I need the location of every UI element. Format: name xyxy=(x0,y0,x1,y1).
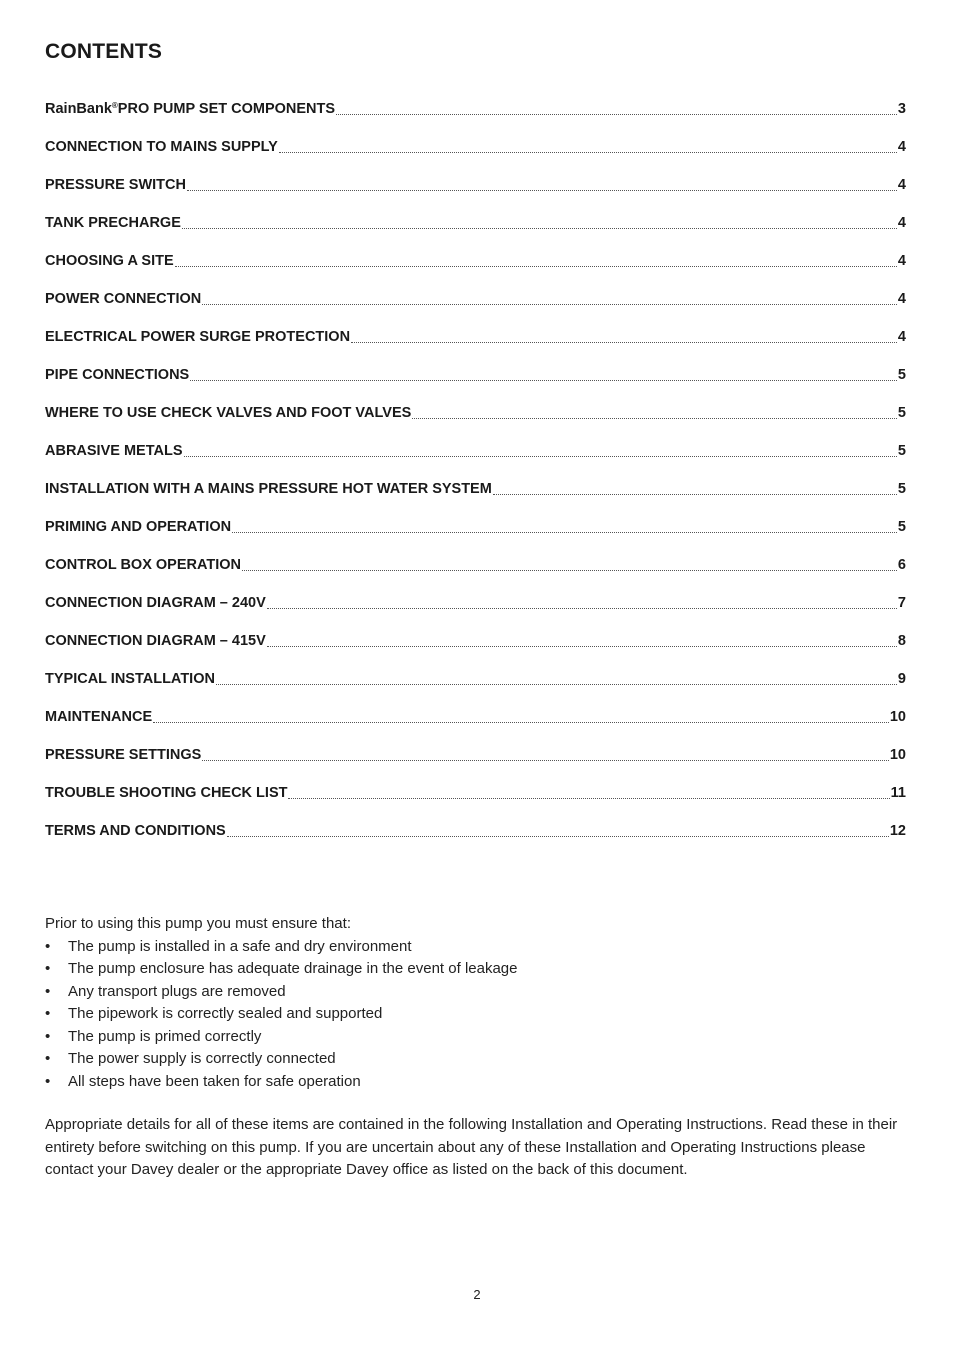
toc-dot-leader xyxy=(412,418,897,419)
toc-entry-title: RainBank®PRO PUMP SET COMPONENTS xyxy=(45,101,336,117)
list-item-text: The pump enclosure has adequate drainage in the event of leakage xyxy=(68,960,518,977)
toc-dot-leader xyxy=(153,722,889,723)
list-item xyxy=(45,1026,906,1049)
toc-entry[interactable] xyxy=(45,139,906,177)
toc-entry-page: 4 xyxy=(897,215,906,231)
toc-entry-title: ABRASIVE METALS xyxy=(45,443,183,459)
toc-dot-leader xyxy=(351,342,897,343)
list-item xyxy=(45,936,906,959)
toc-entry-title: WHERE TO USE CHECK VALVES AND FOOT VALVES xyxy=(45,405,412,421)
toc-entry-page: 12 xyxy=(889,823,906,839)
toc-entry-title: PIPE CONNECTIONS xyxy=(45,367,190,383)
checklist-intro: Prior to using this pump you must ensure that: xyxy=(45,915,351,932)
document-page xyxy=(45,0,906,1350)
list-item-text: The pipework is correctly sealed and supported xyxy=(68,1005,383,1022)
toc-entry[interactable] xyxy=(45,823,906,861)
toc-entry[interactable] xyxy=(45,291,906,329)
toc-dot-leader xyxy=(267,608,897,609)
toc-entry[interactable] xyxy=(45,101,906,139)
toc-entry-page: 5 xyxy=(897,405,906,421)
toc-entry[interactable] xyxy=(45,253,906,291)
toc-entry-page: 5 xyxy=(897,519,906,535)
toc-dot-leader xyxy=(227,836,889,837)
toc-entry[interactable] xyxy=(45,785,906,823)
list-item xyxy=(45,1003,906,1026)
toc-dot-leader xyxy=(279,152,897,153)
list-item xyxy=(45,1048,906,1071)
toc-entry-title: CHOOSING A SITE xyxy=(45,253,174,269)
closing-paragraph: Appropriate details for all of these items are contained in the following Installation and Operating Instructions. Read these in their entirety before switching on this pump. If you are uncertain about any of these Installation and Operating Instructions please contact your Davey dealer or the appropriate Davey office as listed on the back of this document. xyxy=(45,1116,898,1178)
toc-dot-leader xyxy=(232,532,897,533)
toc-dot-leader xyxy=(267,646,897,647)
page-title: CONTENTS xyxy=(45,40,163,63)
list-item xyxy=(45,981,906,1004)
toc-dot-leader xyxy=(493,494,897,495)
bullet-icon: • xyxy=(45,982,51,1000)
toc-entry-title: POWER CONNECTION xyxy=(45,291,202,307)
toc-entry[interactable] xyxy=(45,329,906,367)
bullet-icon: • xyxy=(45,937,51,955)
toc-entry[interactable] xyxy=(45,557,906,595)
toc-entry-page: 11 xyxy=(890,785,906,801)
toc-entry-title: CONNECTION DIAGRAM – 415V xyxy=(45,633,266,649)
toc-entry-page: 10 xyxy=(889,747,906,763)
toc-dot-leader xyxy=(202,760,889,761)
toc-dot-leader xyxy=(182,228,897,229)
toc-entry[interactable] xyxy=(45,405,906,443)
toc-entry[interactable] xyxy=(45,481,906,519)
toc-entry[interactable] xyxy=(45,215,906,253)
toc-entry-title: CONNECTION TO MAINS SUPPLY xyxy=(45,139,278,155)
list-item xyxy=(45,1071,906,1094)
toc-entry[interactable] xyxy=(45,747,906,785)
toc-entry[interactable] xyxy=(45,443,906,481)
list-item xyxy=(45,958,906,981)
registered-mark: ® xyxy=(111,101,118,110)
toc-entry[interactable] xyxy=(45,671,906,709)
toc-entry-page: 8 xyxy=(897,633,906,649)
toc-entry[interactable] xyxy=(45,709,906,747)
bullet-icon: • xyxy=(45,1050,51,1067)
toc-entry[interactable] xyxy=(45,177,906,215)
toc-entry-title: TYPICAL INSTALLATION xyxy=(45,671,215,687)
toc-entry[interactable] xyxy=(45,633,906,671)
toc-entry-title: PRESSURE SETTINGS xyxy=(45,747,202,763)
toc-dot-leader xyxy=(187,190,897,191)
toc-entry-page: 9 xyxy=(897,671,906,687)
toc-entry-title: INSTALLATION WITH A MAINS PRESSURE HOT WATER SYSTEM xyxy=(45,481,492,497)
toc-dot-leader xyxy=(336,114,897,115)
toc-dot-leader xyxy=(175,266,897,267)
toc-dot-leader xyxy=(190,380,897,381)
toc-entry-page: 5 xyxy=(897,481,906,497)
page-number: 2 xyxy=(473,1287,481,1302)
toc-entry-page: 4 xyxy=(897,329,906,345)
toc-entry-title: TROUBLE SHOOTING CHECK LIST xyxy=(45,785,288,801)
list-item-text: Any transport plugs are removed xyxy=(68,982,286,1000)
toc-entry-page: 4 xyxy=(897,139,906,155)
toc-entry-page: 4 xyxy=(897,291,906,307)
toc-entry-page: 5 xyxy=(897,367,906,383)
toc-dot-leader xyxy=(202,304,897,305)
toc-entry-page: 5 xyxy=(897,443,906,459)
toc-entry-page: 7 xyxy=(897,595,906,611)
list-item-text: The pump is primed correctly xyxy=(68,1027,262,1045)
toc-dot-leader xyxy=(288,798,889,799)
toc-dot-leader xyxy=(216,684,897,685)
toc-entry[interactable] xyxy=(45,595,906,633)
list-item-text: The pump is installed in a safe and dry environment xyxy=(68,937,412,955)
toc-entry-page: 4 xyxy=(897,253,906,269)
toc-entry-title: PRIMING AND OPERATION xyxy=(45,519,232,535)
safety-checklist xyxy=(45,913,906,1093)
toc-dot-leader xyxy=(184,456,897,457)
bullet-icon: • xyxy=(45,1027,51,1045)
bullet-icon: • xyxy=(45,1072,51,1090)
toc-entry-title: PRESSURE SWITCH xyxy=(45,177,186,193)
list-item-text: The power supply is correctly connected xyxy=(68,1050,336,1067)
toc-entry[interactable] xyxy=(45,519,906,557)
toc-entry-title: CONTROL BOX OPERATION xyxy=(45,557,242,573)
toc-entry-page: 6 xyxy=(897,557,906,573)
checklist-items xyxy=(45,936,906,1094)
toc-dot-leader xyxy=(242,570,897,571)
toc-entry-title: TERMS AND CONDITIONS xyxy=(45,823,226,839)
toc-entry-title: TANK PRECHARGE xyxy=(45,215,181,231)
toc-entry-title: ELECTRICAL POWER SURGE PROTECTION xyxy=(45,329,351,345)
table-of-contents xyxy=(45,101,906,861)
toc-entry-page: 3 xyxy=(897,101,906,117)
list-item-text: All steps have been taken for safe operation xyxy=(68,1072,361,1090)
toc-entry-title: CONNECTION DIAGRAM – 240V xyxy=(45,595,266,611)
toc-entry-page: 10 xyxy=(889,709,906,725)
toc-entry[interactable] xyxy=(45,367,906,405)
toc-entry-page: 4 xyxy=(897,177,906,193)
bullet-icon: • xyxy=(45,960,51,977)
bullet-icon: • xyxy=(45,1005,51,1022)
toc-entry-title: MAINTENANCE xyxy=(45,709,153,725)
